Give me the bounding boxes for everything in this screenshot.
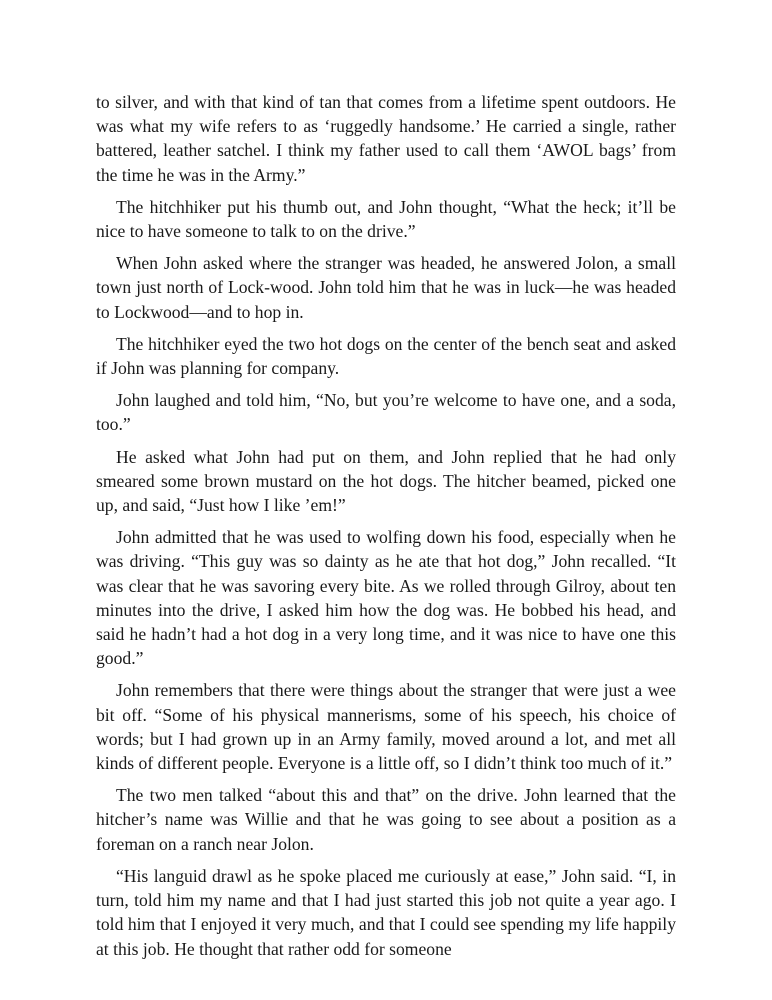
paragraph-4: The hitchhiker eyed the two hot dogs on the center of the bench seat and asked if John was planning for company.	[96, 333, 676, 379]
paragraph-2: The hitchhiker put his thumb out, and John thought, “What the heck; it’ll be nice to have someone to talk to on the drive.”	[96, 196, 676, 242]
paragraph-8: John remembers that there were things about the stranger that were just a wee bit off. “Some of his physical mannerisms, some of his speech, his choice of words; but I had grown up in an Army family, moved around a lot, and met all kinds of different people. Everyone is a little off, so I didn’t think too much of it.”	[96, 680, 676, 774]
paragraph-5: John laughed and told him, “No, but you’re welcome to have one, and a soda, too.”	[96, 390, 676, 435]
paragraph-3: When John asked where the stranger was headed, he answered Jolon, a small town just north of Lock-wood. John told him that he was in luck—he was headed to Lockwood—and to hop in.	[96, 253, 676, 322]
paragraph-7: John admitted that he was used to wolfing down his food, especially when he was driving. “This guy was so dainty as he ate that hot dog,” John recalled. “It was clear that he was savoring every bite. As we rolled through Gilroy, about ten minutes into the drive, I asked him how the dog was. He bobbed his head, and said he hadn’t had a hot dog in a very long time, and it was nice to have one this good.”	[96, 527, 676, 669]
book-page-text	[96, 90, 676, 969]
paragraph-6: He asked what John had put on them, and John replied that he had only smeared some brown mustard on the hot dogs. The hitcher beamed, picked one up, and said, “Just how I like ’em!”	[96, 446, 676, 516]
paragraph-9: The two men talked “about this and that” on the drive. John learned that the hitcher’s name was Willie and that he was going to see about a position as a foreman on a ranch near Jolon.	[96, 785, 676, 854]
paragraph-1: to silver, and with that kind of tan that comes from a lifetime spent outdoors. He was what my wife refers to as ‘ruggedly handsome.’ He carried a single, rather battered, leather satchel. I think my father used to call them ‘AWOL bags’ from the time he was in the Army.”	[96, 92, 676, 185]
paragraph-10: “His languid drawl as he spoke placed me curiously at ease,” John said. “I, in turn, told him my name and that I had just started this job not quite a year ago. I told him that I enjoyed it very much, and that I could see spending my life happily at this job. He thought that rather odd for someone	[96, 865, 676, 959]
